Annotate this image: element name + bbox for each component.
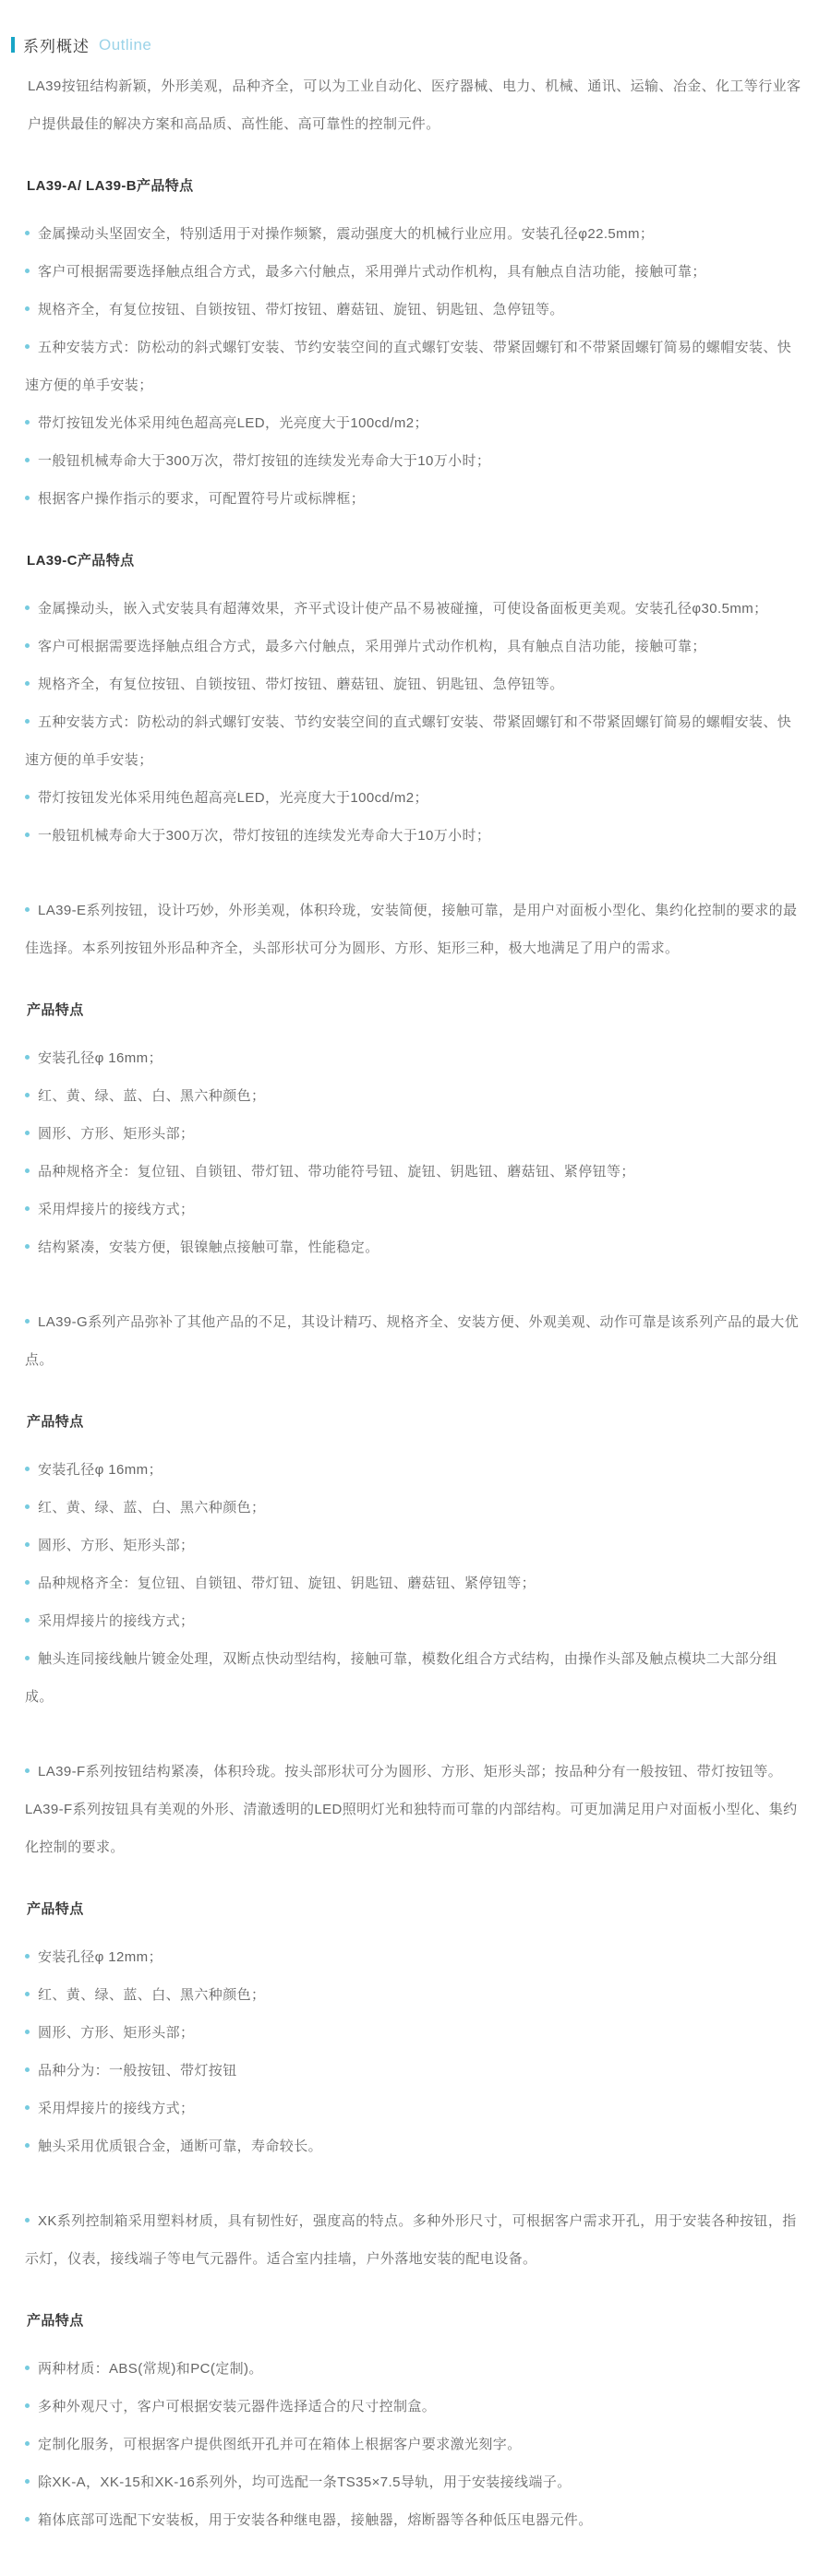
bullet-item: [25, 2388, 801, 2426]
bullet-item: [25, 1602, 801, 1640]
bullet-dot-icon: [25, 643, 30, 648]
bullet-text: 规格齐全，有复位按钮、自锁按钮、带灯按钮、蘑菇钮、旋钮、钥匙钮、急停钮等。: [38, 677, 564, 692]
bullet-item: [25, 2426, 801, 2463]
bullet-item: [25, 329, 801, 404]
page-header: [11, 33, 831, 56]
bullet-dot-icon: [25, 1131, 30, 1135]
bullet-text: 带灯按钮发光体采用纯色超高亮LED，光亮度大于100cd/m2；: [38, 415, 428, 431]
bullet-dot-icon: [25, 1954, 30, 1959]
bullet-dot-icon: [25, 605, 30, 610]
bullet-text: 圆形、方形、矩形头部；: [38, 2025, 195, 2041]
bullet-text: 采用焊接片的接线方式；: [38, 1613, 195, 1629]
section-heading: 产品特点: [27, 1901, 84, 1917]
bullet-item: [25, 1976, 801, 2014]
bullet-text: 多种外观尺寸，客户可根据安装元器件选择适合的尺寸控制盒。: [38, 2399, 437, 2414]
bullet-text: 触头采用优质银合金，通断可靠，寿命较长。: [38, 2139, 323, 2154]
section-heading: LA39-A/ LA39-B产品特点: [27, 178, 194, 194]
bullet-dot-icon: [25, 306, 30, 311]
bullet-dot-icon: [25, 1542, 30, 1547]
bullet-item: [25, 1039, 801, 1077]
section-lead-text: LA39-G系列产品弥补了其他产品的不足，其设计精巧、规格齐全、安装方便、外观美观、动作可靠是该系列产品的最大优点。: [25, 1314, 800, 1368]
bullet-item: [25, 2127, 801, 2165]
bullet-dot-icon: [25, 496, 30, 500]
section-heading: 产品特点: [27, 2313, 84, 2329]
section-heading: 产品特点: [27, 1002, 84, 1018]
bullet-text: 金属操动头，嵌入式安装具有超薄效果，齐平式设计使产品不易被碰撞，可使设备面板更美观。安装孔径φ30.5mm；: [38, 601, 768, 617]
section-heading: 产品特点: [27, 1414, 84, 1430]
bullet-dot-icon: [25, 2105, 30, 2110]
bullet-item: [25, 2350, 801, 2388]
bullet-text: 带灯按钮发光体采用纯色超高亮LED，光亮度大于100cd/m2；: [38, 790, 428, 806]
bullet-text: 圆形、方形、矩形头部；: [38, 1126, 195, 1142]
bullet-item: [25, 1115, 801, 1153]
bullet-dot-icon: [25, 1319, 30, 1324]
bullet-item: [25, 404, 801, 442]
bullet-item: [25, 253, 801, 291]
bullet-dot-icon: [25, 2030, 30, 2034]
bullet-item: [25, 628, 801, 665]
bullet-text: 五种安装方式：防松动的斜式螺钉安装、节约安装空间的直式螺钉安装、带紧固螺钉和不带紧固螺钉简易的螺帽安装、快速方便的单手安装；: [25, 340, 792, 393]
bullet-dot-icon: [25, 2366, 30, 2370]
bullet-dot-icon: [25, 833, 30, 837]
page-title-english: Outline: [99, 35, 152, 54]
bullet-dot-icon: [25, 2517, 30, 2522]
bullet-item: [25, 2052, 801, 2090]
feature-bullet-list: [0, 215, 831, 518]
bullet-text: 品种规格齐全：复位钮、自锁钮、带灯钮、带功能符号钮、旋钮、钥匙钮、蘑菇钮、紧停钮等；: [38, 1164, 635, 1180]
bullet-text: 触头连同接线触片镀金处理，双断点快动型结构，接触可靠，模数化组合方式结构，由操作头部及触点模块二大部分组成。: [25, 1651, 777, 1705]
bullet-dot-icon: [25, 795, 30, 799]
bullet-text: 红、黄、绿、蓝、白、黑六种颜色；: [38, 1987, 266, 2003]
bullet-dot-icon: [25, 344, 30, 349]
bullet-item: [25, 215, 801, 253]
feature-bullet-list: [0, 590, 831, 855]
bullet-item: [25, 1640, 801, 1716]
bullet-dot-icon: [25, 1768, 30, 1773]
bullet-text: 采用焊接片的接线方式；: [38, 1202, 195, 1217]
bullet-text: 客户可根据需要选择触点组合方式，最多六付触点，采用弹片式动作机构，具有触点自洁功能，接触可靠；: [38, 264, 706, 280]
accent-bar: [11, 37, 15, 53]
bullet-text: 两种材质：ABS(常规)和PC(定制)。: [38, 2361, 263, 2377]
page-title: 系列概述: [23, 38, 90, 55]
bullet-item: [25, 291, 801, 329]
bullet-text: 五种安装方式：防松动的斜式螺钉安装、节约安装空间的直式螺钉安装、带紧固螺钉和不带紧固螺钉简易的螺帽安装、快速方便的单手安装；: [25, 714, 792, 768]
bullet-text: 安装孔径φ 12mm；: [38, 1949, 163, 1965]
bullet-text: 安装孔径φ 16mm；: [38, 1462, 163, 1478]
bullet-dot-icon: [25, 1992, 30, 1996]
feature-bullet-list: [0, 1451, 831, 1716]
bullet-item: [25, 703, 801, 779]
bullet-text: 除XK-A，XK-15和XK-16系列外，均可选配一条TS35×7.5导轨，用于安装接线端子。: [38, 2474, 572, 2490]
bullet-dot-icon: [25, 681, 30, 686]
sections-container: [0, 176, 831, 2539]
section-lead-text: LA39-F系列按钮结构紧凑，体积玲珑。按头部形状可分为圆形、方形、矩形头部；按品种分有一般按钮、带灯按钮等。LA39-F系列按钮具有美观的外形、清澈透明的LED照明灯光和独特而可靠的内部结构。可更加满足用户对面板小型化、集约化控制的要求。: [25, 1764, 798, 1855]
bullet-dot-icon: [25, 1093, 30, 1097]
bullet-item: [25, 665, 801, 703]
bullet-dot-icon: [25, 269, 30, 273]
bullet-dot-icon: [25, 2441, 30, 2446]
section-heading: LA39-C产品特点: [27, 553, 135, 569]
bullet-dot-icon: [25, 2143, 30, 2148]
bullet-dot-icon: [25, 907, 30, 912]
bullet-dot-icon: [25, 1467, 30, 1471]
bullet-item: [25, 1191, 801, 1228]
bullet-text: 结构紧凑，安装方便，银镍触点接触可靠，性能稳定。: [38, 1240, 379, 1255]
feature-bullet-list: [0, 1039, 831, 1266]
bullet-dot-icon: [25, 1055, 30, 1060]
section-lead-paragraph: [25, 892, 801, 967]
bullet-item: [25, 1153, 801, 1191]
bullet-dot-icon: [25, 1504, 30, 1509]
bullet-dot-icon: [25, 458, 30, 462]
bullet-text: 品种分为：一般按钮、带灯按钮: [38, 2063, 237, 2079]
bullet-text: 规格齐全，有复位按钮、自锁按钮、带灯按钮、蘑菇钮、旋钮、钥匙钮、急停钮等。: [38, 302, 564, 318]
bullet-dot-icon: [25, 1580, 30, 1585]
section-lead-paragraph: [25, 1753, 801, 1866]
bullet-item: [25, 2014, 801, 2052]
section-lead-text: LA39-E系列按钮，设计巧妙，外形美观，体积玲珑，安装简便，接触可靠，是用户对面板小型化、集约化控制的要求的最佳选择。本系列按钮外形品种齐全，头部形状可分为圆形、方形、矩形三种，极大地满足了用户的需求。: [25, 903, 798, 956]
bullet-item: [25, 1077, 801, 1115]
bullet-item: [25, 779, 801, 817]
bullet-item: [25, 1938, 801, 1976]
bullet-item: [25, 1527, 801, 1564]
bullet-text: 箱体底部可选配下安装板，用于安装各种继电器，接触器，熔断器等各种低压电器元件。: [38, 2512, 593, 2528]
bullet-text: 红、黄、绿、蓝、白、黑六种颜色；: [38, 1088, 266, 1104]
bullet-item: [25, 1489, 801, 1527]
bullet-dot-icon: [25, 1206, 30, 1211]
bullet-dot-icon: [25, 1168, 30, 1173]
section-lead-paragraph: [25, 1303, 801, 1379]
bullet-item: [25, 2501, 801, 2539]
bullet-item: [25, 590, 801, 628]
bullet-item: [25, 1228, 801, 1266]
bullet-text: 定制化服务，可根据客户提供图纸开孔并可在箱体上根据客户要求激光刻字。: [38, 2437, 522, 2452]
feature-bullet-list: [0, 1938, 831, 2165]
bullet-text: 品种规格齐全：复位钮、自锁钮、带灯钮、旋钮、钥匙钮、蘑菇钮、紧停钮等；: [38, 1576, 536, 1591]
bullet-item: [25, 1451, 801, 1489]
bullet-item: [25, 1564, 801, 1602]
bullet-item: [25, 480, 801, 518]
bullet-item: [25, 817, 801, 855]
bullet-text: 一般钮机械寿命大于300万次，带灯按钮的连续发光寿命大于10万小时；: [38, 828, 491, 844]
bullet-text: 安装孔径φ 16mm；: [38, 1050, 163, 1066]
bullet-text: 根据客户操作指示的要求，可配置符号片或标牌框；: [38, 491, 366, 507]
bullet-dot-icon: [25, 2218, 30, 2223]
bullet-dot-icon: [25, 231, 30, 235]
bullet-item: [25, 442, 801, 480]
bullet-text: 圆形、方形、矩形头部；: [38, 1538, 195, 1553]
bullet-dot-icon: [25, 1656, 30, 1660]
bullet-dot-icon: [25, 2403, 30, 2408]
bullet-text: 客户可根据需要选择触点组合方式，最多六付触点，采用弹片式动作机构，具有触点自洁功能，接触可靠；: [38, 639, 706, 654]
section-lead-paragraph: [25, 2202, 801, 2278]
bullet-dot-icon: [25, 719, 30, 724]
bullet-text: 采用焊接片的接线方式；: [38, 2101, 195, 2116]
bullet-text: 一般钮机械寿命大于300万次，带灯按钮的连续发光寿命大于10万小时；: [38, 453, 491, 469]
intro-paragraph: LA39按钮结构新颖，外形美观，品种齐全，可以为工业自动化、医疗器械、电力、机械、通讯、运输、冶金、化工等行业客户提供最佳的解决方案和高品质、高性能、高可靠性的控制元件。: [28, 78, 801, 132]
bullet-text: 红、黄、绿、蓝、白、黑六种颜色；: [38, 1500, 266, 1516]
bullet-dot-icon: [25, 1618, 30, 1623]
bullet-item: [25, 2090, 801, 2127]
bullet-dot-icon: [25, 2479, 30, 2484]
bullet-dot-icon: [25, 2067, 30, 2072]
feature-bullet-list: [0, 2350, 831, 2539]
bullet-dot-icon: [25, 420, 30, 425]
bullet-dot-icon: [25, 1244, 30, 1249]
section-lead-text: XK系列控制箱采用塑料材质，具有韧性好，强度高的特点。多种外形尺寸，可根据客户需求开孔，用于安装各种按钮，指示灯，仪表，接线端子等电气元器件。适合室内挂墙，户外落地安装的配电设备。: [25, 2213, 797, 2267]
bullet-text: 金属操动头坚固安全，特别适用于对操作频繁，震动强度大的机械行业应用。安装孔径φ22.5mm；: [38, 226, 655, 242]
bullet-item: [25, 2463, 801, 2501]
